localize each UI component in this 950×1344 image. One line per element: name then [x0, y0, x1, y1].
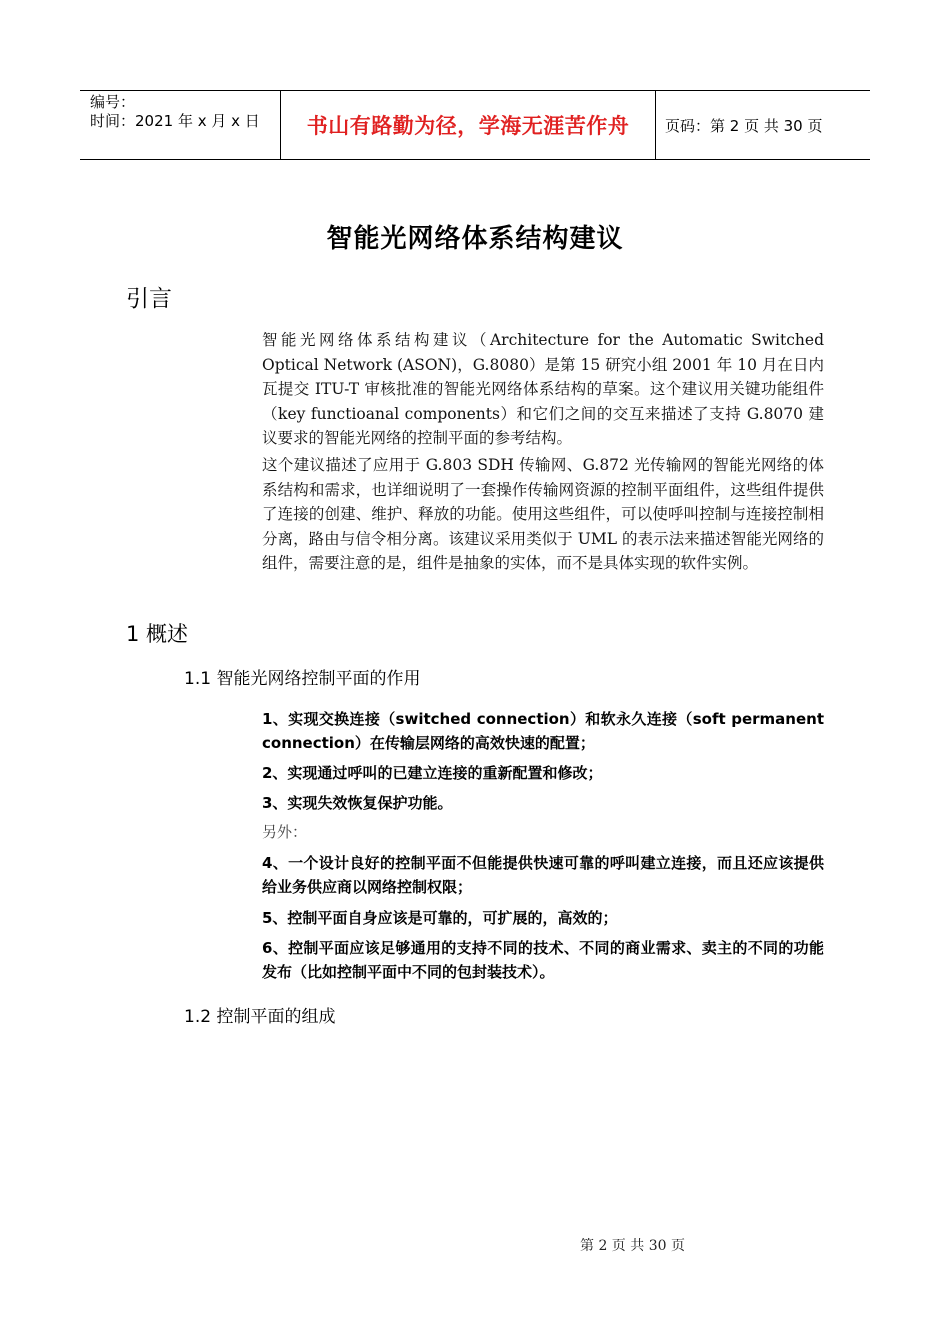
list-item: 6、控制平面应该足够通用的支持不同的技术、不同的商业需求、卖主的不同的功能发布（比如控制平面中不同的包封装技术）。 [262, 939, 824, 981]
footer-page-number: 第 2 页 共 30 页 [580, 1238, 685, 1254]
list-item: 2、实现通过呼叫的已建立连接的重新配置和修改； [262, 764, 603, 782]
header-table [80, 90, 870, 160]
document-date: 时间：2021 年 x 月 x 日 [90, 112, 260, 130]
subsection-heading: 1.2 控制平面的组成 [184, 1007, 336, 1027]
intro-paragraph: 这个建议描述了应用于 G.803 SDH 传输网、G.872 光传输网的智能光网络的体系结构和需求，也详细说明了一套操作传输网资源的控制平面组件，这些组件提供了连接的创建、维护、释放的功能。使用这些组件，可以使呼叫控制与连接控制相分离，路由与信令相分离。该建议采用类似于 UML 的表示法来描述智能光网络的组件，需要注意的是，组件是抽象的实体，而不是具体实现的软件实例。 [262, 456, 824, 572]
header-meta [90, 93, 260, 131]
subsection-heading: 1.1 智能光网络控制平面的作用 [184, 669, 421, 689]
list-item: 3、实现失效恢复保护功能。 [262, 794, 453, 812]
header-motto: 书山有路勤为径，学海无涯苦作舟 [306, 114, 630, 138]
header-divider [655, 91, 656, 159]
list-item: 5、控制平面自身应该是可靠的，可扩展的，高效的； [262, 909, 618, 927]
aside-text: 另外： [262, 823, 308, 841]
page-footer [0, 1235, 950, 1255]
section-heading: 1 概述 [126, 622, 189, 646]
document-title: 智能光网络体系结构建议 [326, 224, 624, 254]
document-number-label: 编号： [90, 93, 136, 111]
list-item: 1、实现交换连接（switched connection）和软永久连接（soft permanent connection）在传输层网络的高效快速的配置； [262, 710, 824, 752]
list-item: 4、一个设计良好的控制平面不但能提供快速可靠的呼叫建立连接，而且还应该提供给业务供应商以网络控制权限； [262, 854, 824, 896]
intro-heading: 引言 [126, 286, 172, 312]
header-page-info: 页码：第 2 页 共 30 页 [665, 116, 823, 135]
intro-paragraph: 智能光网络体系结构建议（Architecture for the Automatic Switched Optical Network (ASON)，G.8080）是第 15 研究小组 2001 年 10 月在日内瓦提交 ITU-T 审核批准的智能光网络体系结构的草案。这个建议用关键功能组件（key functioanal components）和它们之间的交互来描述了支持 G.8070 建议要求的智能光网络的控制平面的参考结构。 [262, 331, 824, 447]
